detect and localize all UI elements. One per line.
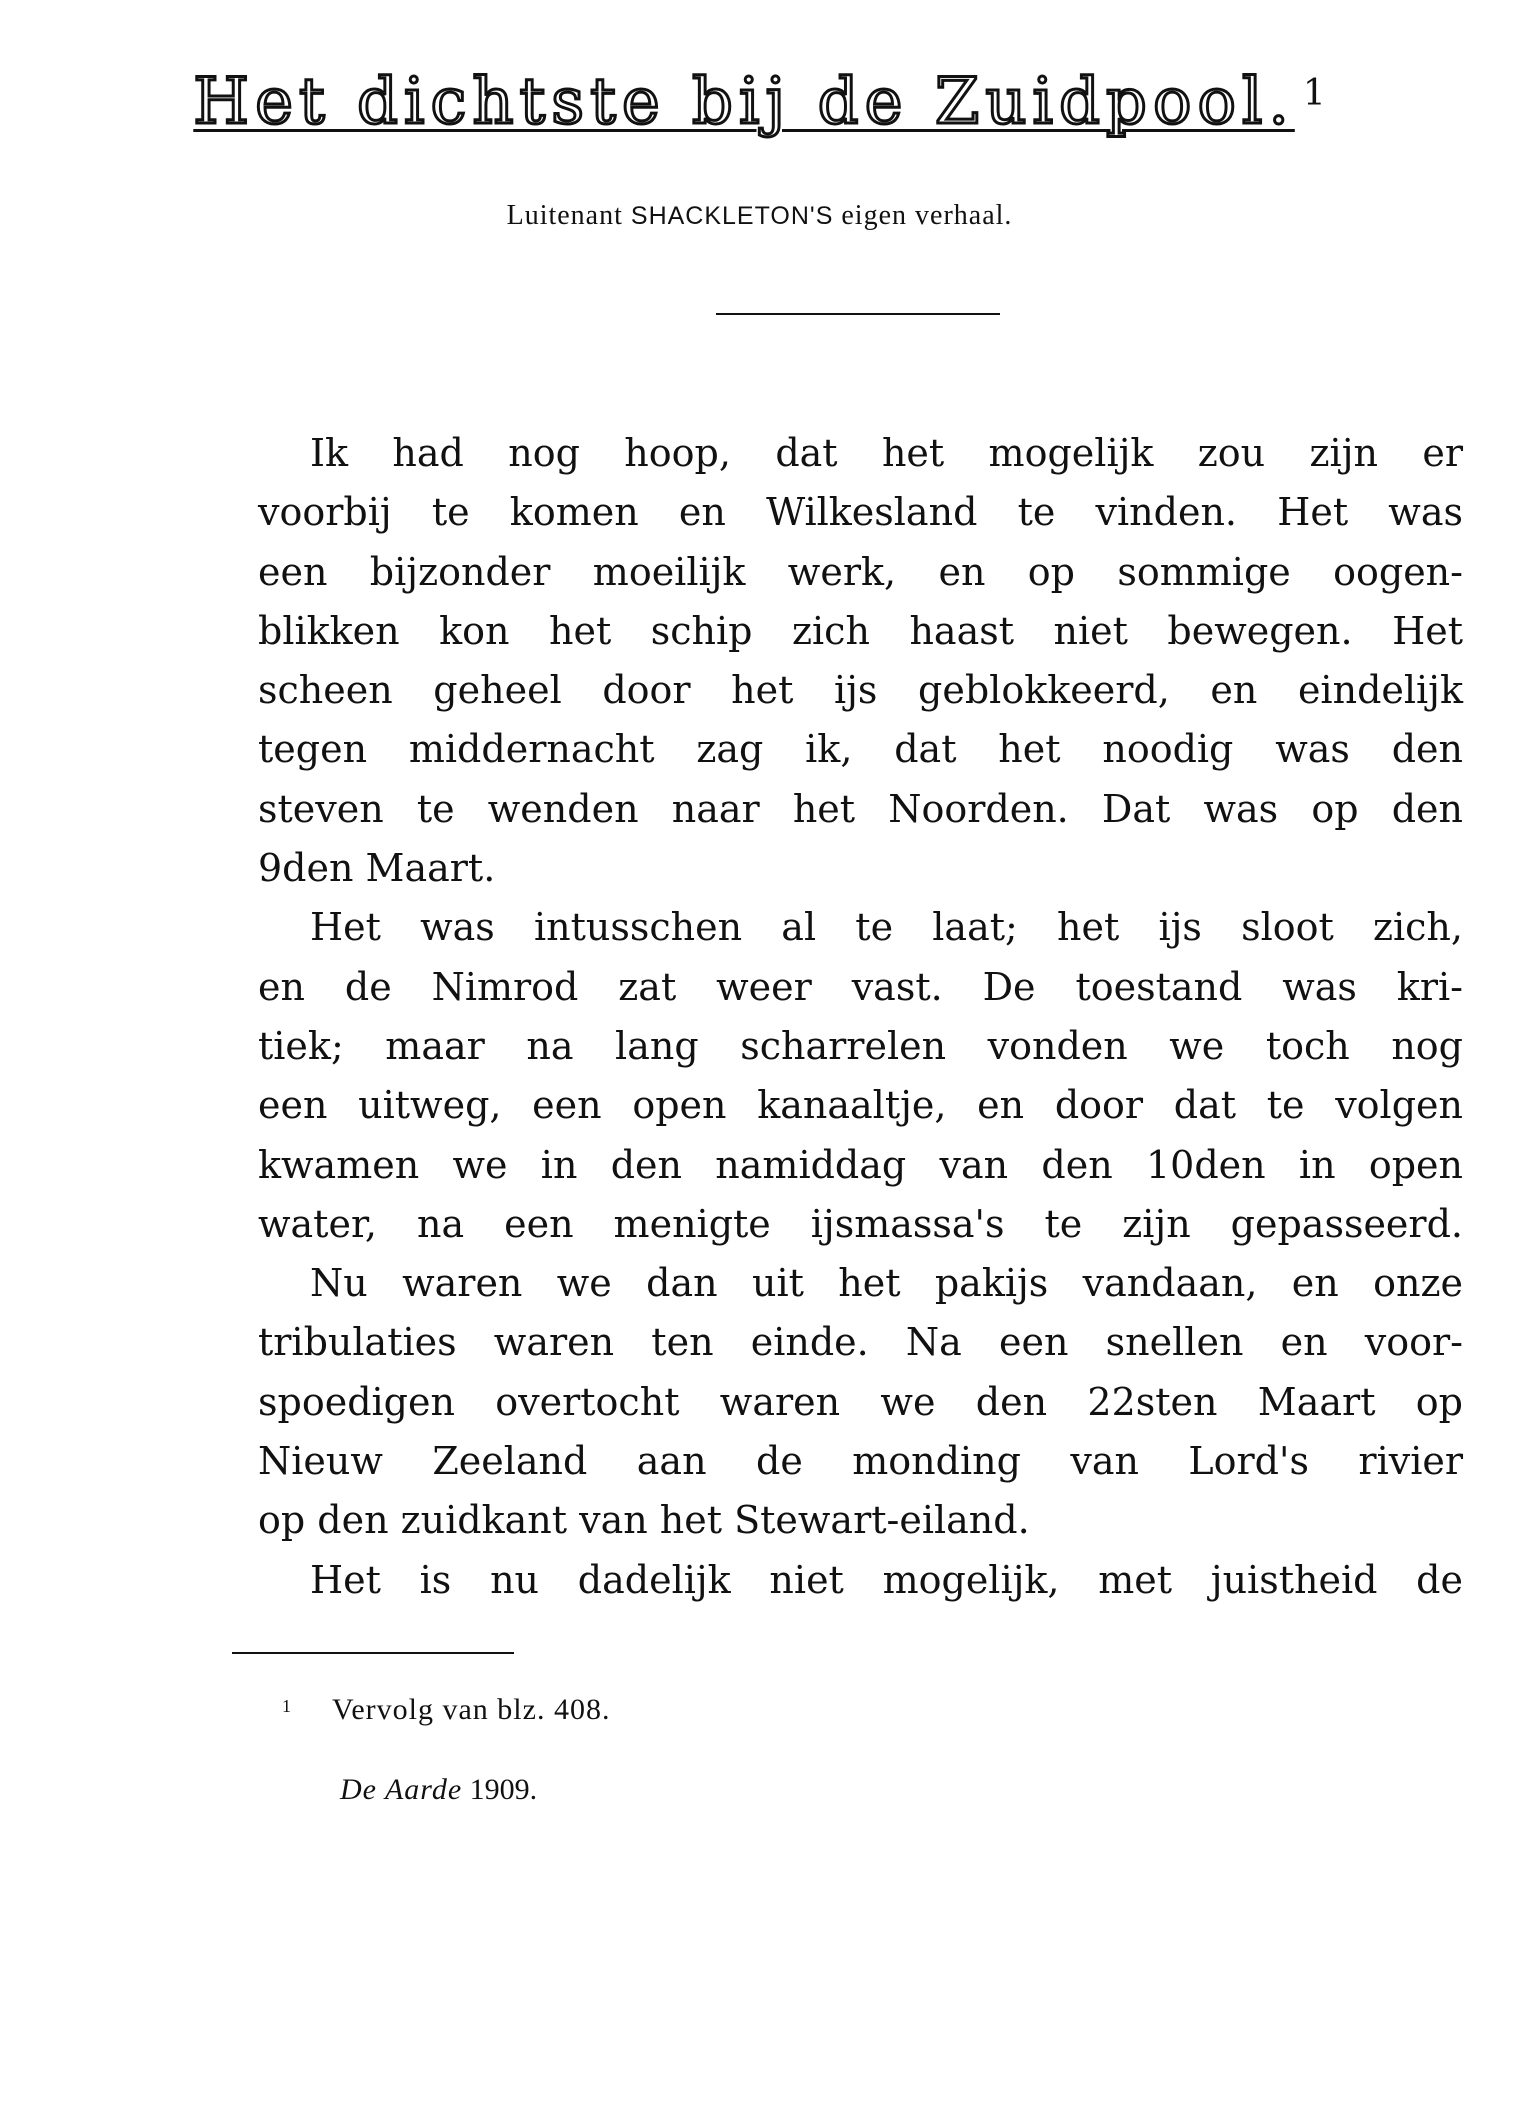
title-divider xyxy=(716,313,1000,315)
text-line: steven te wenden naar het Noorden. Dat was op den xyxy=(258,786,1463,831)
title-footnote-marker: 1 xyxy=(1302,73,1326,114)
article-body xyxy=(258,424,1463,1610)
paragraph-2 xyxy=(258,898,1463,1254)
text-line: Ik had nog hoop, dat het mogelijk zou zijn er xyxy=(310,431,1463,475)
subtitle-name: SHACKLETON'S xyxy=(630,202,834,230)
text-line: scheen geheel door het ijs geblokkeerd, en eindelijk xyxy=(258,668,1463,713)
paragraph-1 xyxy=(258,424,1463,898)
text-line: 9den Maart. xyxy=(258,846,496,891)
journal-year: 1909. xyxy=(469,1773,538,1806)
text-line: Nu waren we dan uit het pakijs vandaan, en onze xyxy=(310,1261,1463,1306)
subtitle-prefix: Luitenant xyxy=(506,200,623,231)
subtitle-suffix: eigen verhaal. xyxy=(841,200,1013,231)
text-line: voorbij te komen en Wilkesland te vinden. Het was xyxy=(258,490,1463,535)
text-line: spoedigen overtocht waren we den 22sten Maart op xyxy=(258,1379,1463,1424)
text-line: op den zuidkant van het Stewart-eiland. xyxy=(258,1498,1030,1543)
article-title-text: Het dichtste bij de Zuidpool. xyxy=(193,65,1295,139)
paragraph-4 xyxy=(258,1551,1463,1610)
text-line: Het was intusschen al te laat; het ijs sloot zich, xyxy=(310,905,1463,950)
article-title xyxy=(0,62,1519,142)
footnote-marker: 1 xyxy=(282,1696,291,1716)
paragraph-3 xyxy=(258,1254,1463,1550)
journal-signature xyxy=(340,1772,537,1808)
text-line: tribulaties waren ten einde. Na een snellen en voor- xyxy=(258,1320,1463,1365)
journal-name: De Aarde xyxy=(340,1773,463,1806)
article-subtitle xyxy=(0,198,1519,234)
text-line: blikken kon het schip zich haast niet bewegen. Het xyxy=(258,608,1463,653)
text-line: Het is nu dadelijk niet mogelijk, met juistheid de xyxy=(310,1557,1463,1602)
footnote xyxy=(282,1692,610,1728)
text-line: tiek; maar na lang scharrelen vonden we toch nog xyxy=(258,1023,1463,1068)
text-line: Nieuw Zeeland aan de monding van Lord's rivier xyxy=(258,1439,1463,1484)
text-line: tegen middernacht zag ik, dat het noodig was den xyxy=(258,727,1463,772)
footnote-text: Vervolg van blz. 408. xyxy=(332,1693,611,1726)
text-line: water, na een menigte ijsmassa's te zijn gepasseerd. xyxy=(258,1201,1463,1246)
text-line: kwamen we in den namiddag van den 10den in open xyxy=(258,1142,1463,1187)
text-line: een bijzonder moeilijk werk, en op sommige oogen- xyxy=(258,549,1463,594)
footnote-divider xyxy=(232,1652,514,1654)
text-line: een uitweg, een open kanaaltje, en door dat te volgen xyxy=(258,1083,1463,1128)
text-line: en de Nimrod zat weer vast. De toestand was kri- xyxy=(258,964,1463,1009)
